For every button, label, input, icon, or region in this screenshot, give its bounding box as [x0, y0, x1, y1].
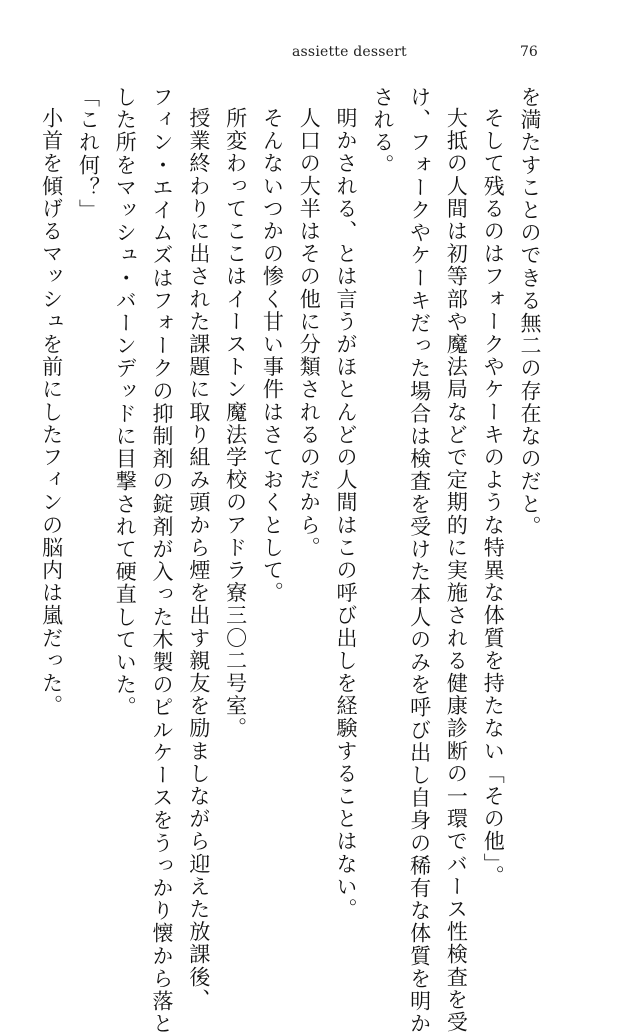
- text-line: 大抵の人間は初等部や魔法局などで定期的に実施される健康診断の一環でバース性検査を受: [444, 107, 469, 1034]
- text-line: される。: [370, 86, 395, 177]
- text-line: そんないつかの惨く甘い事件はさておくとして。: [260, 107, 285, 605]
- text-line: した所をマッシュ・バーンデッドに目撃されて硬直していた。: [113, 86, 138, 719]
- dialogue-line: 「これ何？」: [76, 86, 101, 222]
- text-line: フィン・エイムズはフォークの抑制剤の錠剤が入った木製のピルケースをうっかり懐から落と: [150, 86, 175, 1035]
- text-line: そして残るのはフォークやケーキのような特異な体質を持たない「その他」。: [481, 107, 506, 888]
- vertical-text-body: [33, 86, 548, 1035]
- text-line: け、フォークやケーキだった場合は検査を受けた本人のみを呼び出し自身の稀有な体質を明か: [407, 86, 432, 1035]
- text-line: 小首を傾げるマッシュを前にしたフィンの脳内は嵐だった。: [39, 107, 64, 718]
- text-line: 明かされる、とは言うがほとんどの人間はこの呼び出しを経験することはない。: [334, 107, 359, 921]
- page-number: 76: [520, 44, 538, 60]
- running-header-title: assiette dessert: [292, 44, 407, 60]
- text-line: 所変わってここはイーストン魔法学校のアドラ寮三〇二号室。: [223, 107, 248, 740]
- text-line: を満たすことのできる無二の存在なのだと。: [518, 86, 542, 538]
- text-line: 人口の大半はその他に分類されるのだから。: [297, 107, 322, 559]
- text-line: 授業終わりに出された課題に取り組み頭から煙を出す親友を励ましながら迎えた放課後、: [186, 107, 211, 1011]
